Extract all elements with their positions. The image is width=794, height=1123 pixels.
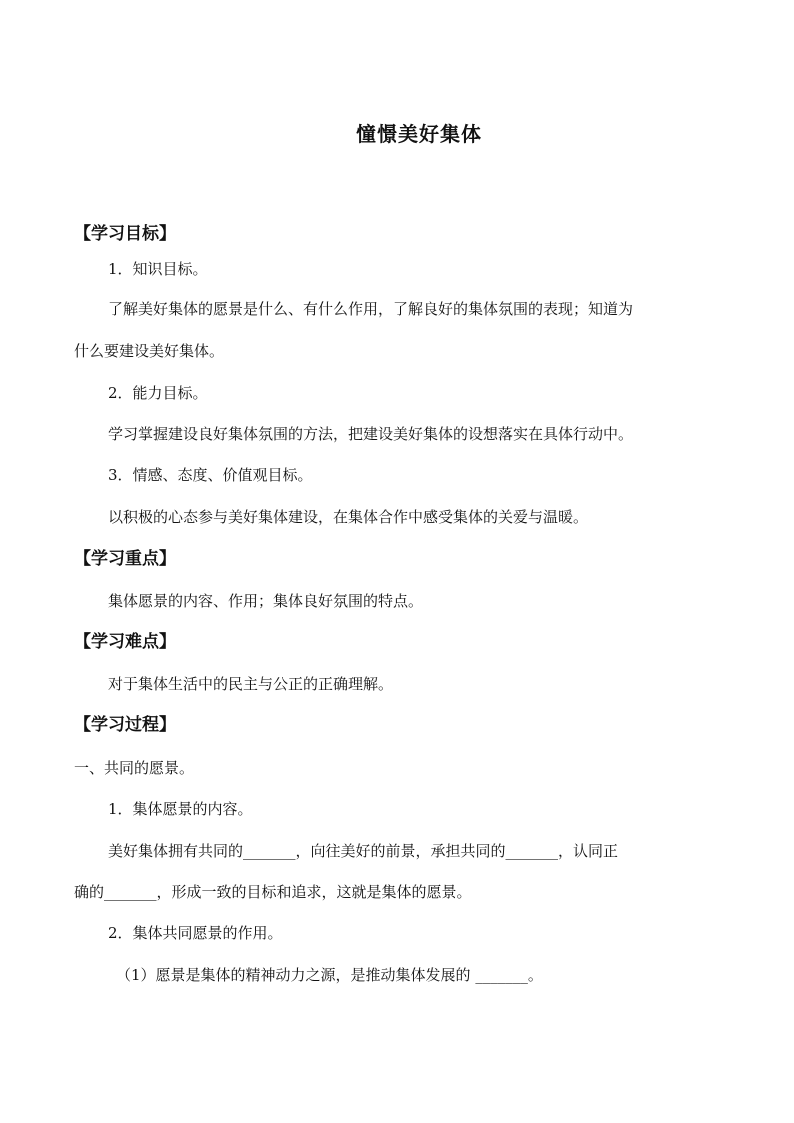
process-sub1-label: 1．集体愿景的内容。 <box>108 800 253 818</box>
process-sub2-item1: （1）愿景是集体的精神动力之源，是推动集体发展的 _______。 <box>116 966 543 984</box>
process-sub1-text-line2: 确的_______，形成一致的目标和追求，这就是集体的愿景。 <box>74 883 472 901</box>
section-heading-difficulties: 【学习难点】 <box>74 632 176 652</box>
process-sub2-label: 2．集体共同愿景的作用。 <box>108 924 283 942</box>
objective-1-text-line1: 了解美好集体的愿景是什么、有什么作用，了解良好的集体氛围的表现；知道为 <box>108 300 634 318</box>
section-heading-process: 【学习过程】 <box>74 715 176 735</box>
document-title: 憧憬美好集体 <box>356 122 482 146</box>
objective-1-label: 1．知识目标。 <box>108 260 208 278</box>
section-heading-key-points: 【学习重点】 <box>74 549 176 569</box>
process-part1: 一、共同的愿景。 <box>74 759 195 777</box>
key-points-text: 集体愿景的内容、作用；集体良好氛围的特点。 <box>108 592 424 610</box>
difficulties-text: 对于集体生活中的民主与公正的正确理解。 <box>108 675 394 693</box>
objective-1-text-line2: 什么要建设美好集体。 <box>74 342 225 360</box>
objective-3-label: 3．情感、态度、价值观目标。 <box>108 466 313 484</box>
process-sub1-text-line1: 美好集体拥有共同的_______，向往美好的前景，承担共同的_______，认同正 <box>108 842 619 860</box>
objective-2-text: 学习掌握建设良好集体氛围的方法，把建设美好集体的设想落实在具体行动中。 <box>108 425 634 443</box>
objective-3-text: 以积极的心态参与美好集体建设，在集体合作中感受集体的关爱与温暖。 <box>108 508 589 526</box>
section-heading-objectives: 【学习目标】 <box>74 224 176 244</box>
objective-2-label: 2．能力目标。 <box>108 384 208 402</box>
